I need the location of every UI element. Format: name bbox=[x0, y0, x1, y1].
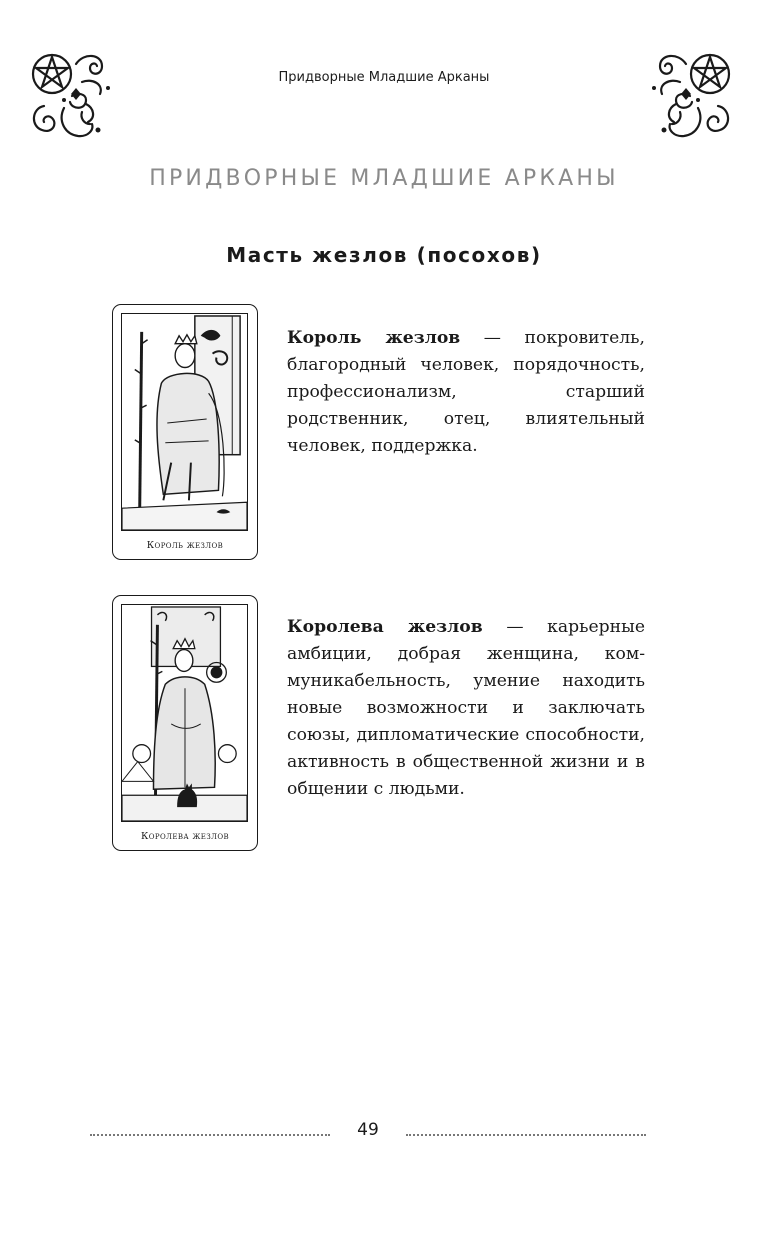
queen-of-wands-card bbox=[112, 595, 258, 851]
king-of-wands-card bbox=[112, 304, 258, 560]
card-caption: Король жезлов bbox=[146, 540, 224, 551]
page-footer bbox=[90, 1120, 646, 1144]
card-term: Король жезлов bbox=[287, 328, 461, 348]
card-caption: Королева жезлов bbox=[140, 831, 230, 842]
card-meaning: — покровитель, благородный человек, порядочность, профессионализм, старший родственник, отец, влиятельный человек, поддержка. bbox=[287, 328, 645, 456]
section-title: Масть жезлов (посохов) bbox=[226, 243, 542, 267]
pentacle-swirl-ornament-icon bbox=[630, 44, 738, 148]
king-of-wands-illustration bbox=[121, 313, 248, 531]
page-number: 49 bbox=[357, 1120, 379, 1140]
king-of-wands-description bbox=[287, 325, 645, 460]
dotted-rule-left bbox=[90, 1134, 330, 1136]
queen-of-wands-description bbox=[287, 614, 645, 803]
dotted-rule-right bbox=[406, 1134, 646, 1136]
card-meaning: — карьерные амбиции, добрая женщина, коммуникабельность, умение находить новые возможности и заключать союзы, дипломатические способности, активность в общественной жизни и в общении с людьми. bbox=[287, 617, 645, 799]
queen-of-wands-illustration bbox=[121, 604, 248, 822]
chapter-title: ПРИДВОРНЫЕ МЛАДШИЕ АРКАНЫ bbox=[149, 166, 619, 191]
running-head-title: Придворные Младшие Арканы bbox=[278, 70, 490, 85]
card-term: Королева жезлов bbox=[287, 617, 483, 637]
pentacle-swirl-ornament-icon bbox=[24, 44, 132, 148]
